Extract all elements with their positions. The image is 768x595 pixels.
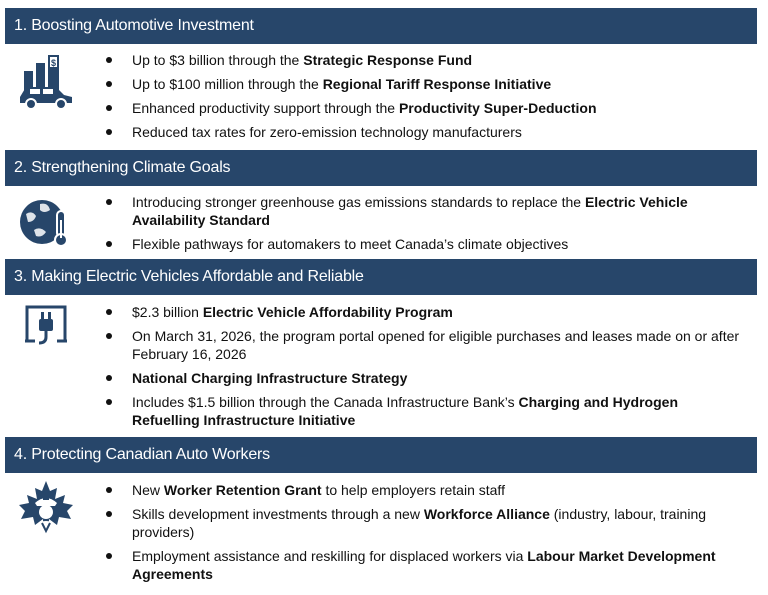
section-title: 2. Strengthening Climate Goals — [14, 159, 231, 176]
list-item: Up to $100 million through the Regional Tariff Response Initiative — [104, 75, 744, 93]
section-2-bullets — [104, 193, 744, 253]
section-1-bullets — [104, 51, 744, 141]
list-item: $2.3 billion Electric Vehicle Affordability Program — [104, 303, 744, 321]
section-3-header — [5, 259, 757, 295]
list-item: National Charging Infrastructure Strategy — [104, 369, 744, 387]
section-title: 3. Making Electric Vehicles Affordable and Reliable — [14, 268, 364, 285]
list-item: New Worker Retention Grant to help employers retain staff — [104, 481, 744, 499]
list-item: Includes $1.5 billion through the Canada Infrastructure Bank’s Charging and Hydrogen Refuelling Infrastructure Initiative — [104, 393, 744, 429]
list-item: Skills development investments through a new Workforce Alliance (industry, labour, training providers) — [104, 505, 744, 541]
money-car-icon — [14, 50, 78, 114]
list-item: Flexible pathways for automakers to meet Canada’s climate objectives — [104, 235, 744, 253]
section-1-header — [5, 8, 757, 44]
section-title: 1. Boosting Automotive Investment — [14, 17, 254, 34]
section-3-bullets — [104, 303, 744, 429]
section-title: 4. Protecting Canadian Auto Workers — [14, 446, 270, 463]
maple-leaf-worker-icon — [14, 478, 78, 542]
list-item: Enhanced productivity support through the Productivity Super-Deduction — [104, 99, 744, 117]
list-item: Introducing stronger greenhouse gas emissions standards to replace the Electric Vehicle Availability Standard — [104, 193, 744, 229]
list-item: Reduced tax rates for zero-emission technology manufacturers — [104, 123, 744, 141]
section-4-header — [5, 437, 757, 473]
section-2-header — [5, 150, 757, 186]
section-4-bullets — [104, 481, 744, 583]
list-item: On March 31, 2026, the program portal opened for eligible purchases and leases made on or after February 16, 2026 — [104, 327, 744, 363]
list-item: Up to $3 billion through the Strategic Response Fund — [104, 51, 744, 69]
list-item: Employment assistance and reskilling for displaced workers via Labour Market Development Agreements — [104, 547, 744, 583]
ev-charger-icon — [14, 292, 78, 356]
dollar-sign: $ — [50, 58, 57, 68]
globe-thermometer-icon — [14, 190, 78, 254]
